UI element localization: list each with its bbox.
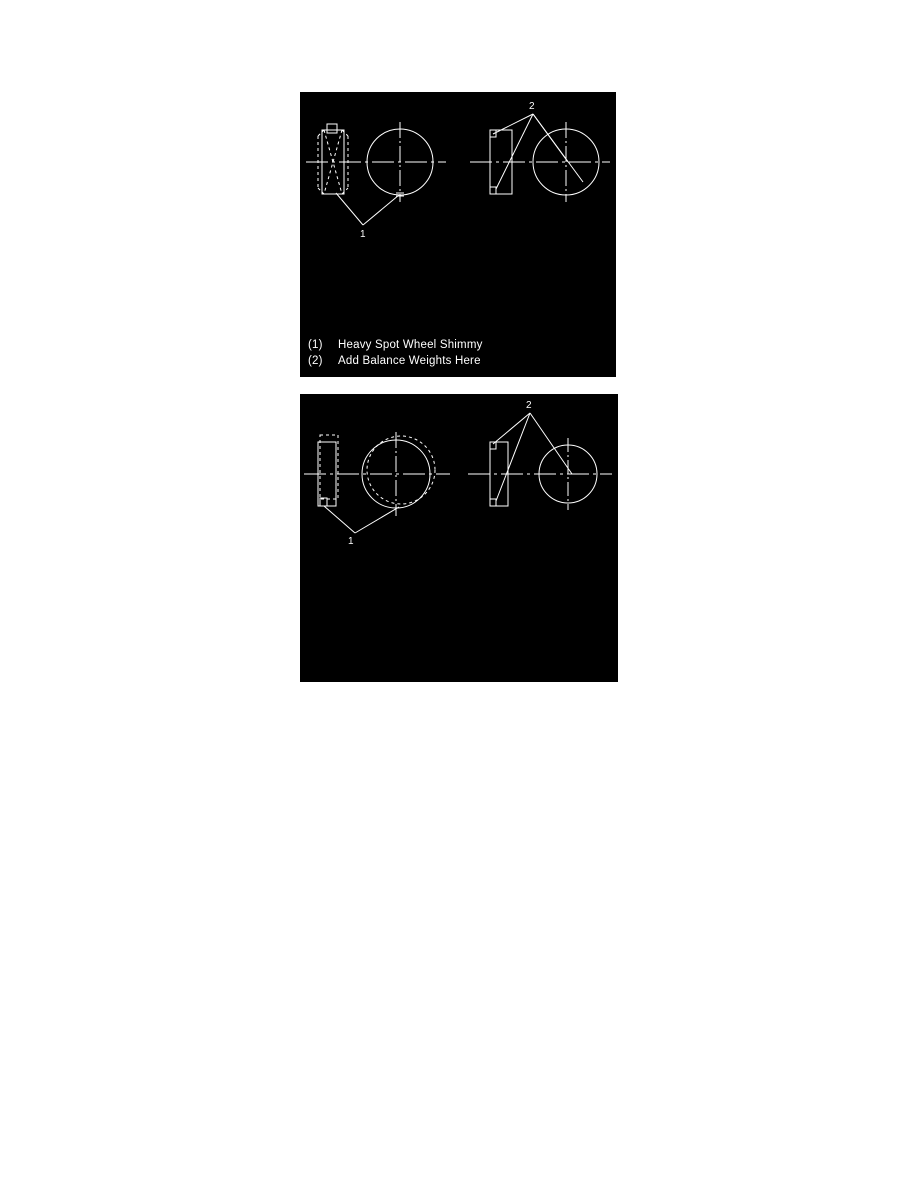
- legend-number: (2): [308, 355, 323, 367]
- heavy-spot-marker-left: [327, 124, 337, 133]
- hop-diagram: [300, 394, 618, 682]
- legend-text: Heavy Spot Wheel Hop: [338, 940, 462, 952]
- legend-row: [308, 954, 481, 970]
- callout-2-label: 2: [529, 101, 535, 112]
- callout-1-label: 1: [360, 229, 366, 240]
- legend-number: (1): [308, 940, 323, 952]
- legend-number: (1): [308, 339, 323, 351]
- shimmy-legend: [308, 337, 483, 369]
- balance-weight-bottom: [490, 187, 496, 194]
- heavy-spot-wheel-hop-figure: [300, 394, 618, 968]
- balance-weight-bottom: [490, 499, 496, 506]
- leader-line-1a: [324, 506, 355, 533]
- legend-row: [308, 353, 483, 369]
- leader-line-2a: [493, 114, 533, 134]
- hop-legend: [308, 938, 481, 970]
- leader-line-2b: [496, 413, 530, 501]
- leader-line-1a: [336, 193, 363, 225]
- legend-row: [308, 337, 483, 353]
- shimmy-diagram: [300, 92, 616, 377]
- hop-outline-upper: [320, 435, 338, 499]
- leader-line-2d: [533, 114, 583, 182]
- balance-weight-top: [490, 442, 496, 449]
- leader-line-1b: [363, 195, 399, 225]
- legend-text: Add Balance Weights Here: [338, 355, 481, 367]
- legend-row: [308, 938, 481, 954]
- hop-outline-circle: [367, 436, 435, 504]
- legend-number: (2): [308, 956, 323, 968]
- leader-line-2c: [530, 413, 572, 474]
- legend-text: Heavy Spot Wheel Shimmy: [338, 339, 483, 351]
- leader-line-2b: [496, 114, 533, 189]
- legend-text: Add Balance Weights Here: [338, 956, 481, 968]
- leader-line-1b: [355, 507, 399, 533]
- heavy-spot-wheel-shimmy-figure: [300, 92, 616, 377]
- callout-1-label: 1: [348, 536, 354, 547]
- callout-2-label: 2: [526, 400, 532, 411]
